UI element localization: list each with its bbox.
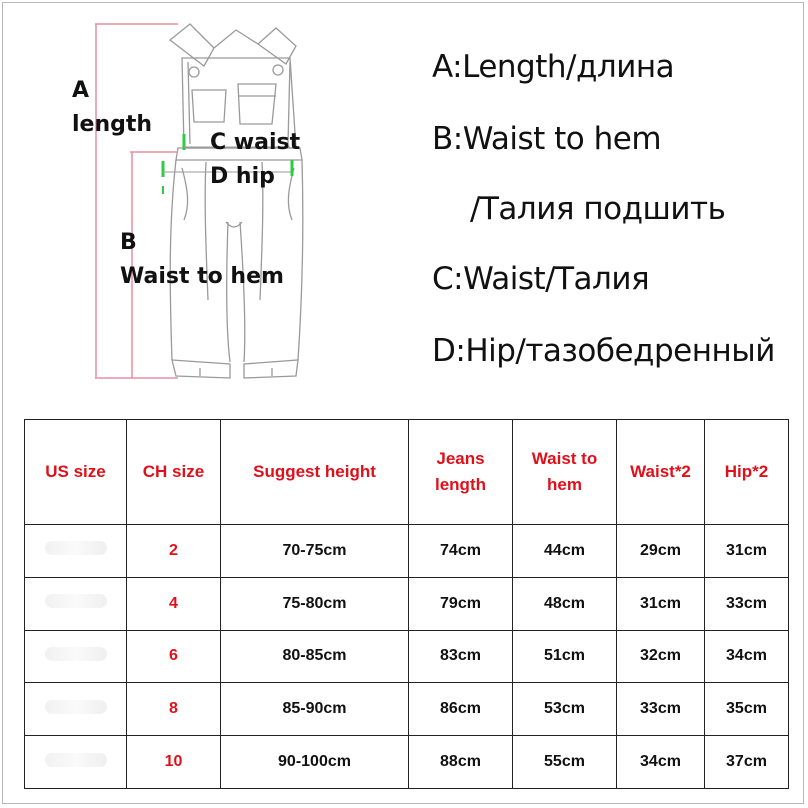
table-row <box>25 683 789 736</box>
cell-height: 80-85cm <box>221 630 409 683</box>
cell-hip: 33cm <box>705 577 789 630</box>
cell-height: 70-75cm <box>221 525 409 578</box>
legend-d: D:Hip/тазобедренный <box>432 333 775 369</box>
header-ch-size: CH size <box>127 420 221 525</box>
cell-ch-size: 6 <box>127 630 221 683</box>
cell-length: 88cm <box>409 736 513 789</box>
header-hip: Hip*2 <box>705 420 789 525</box>
table-header-row <box>25 420 789 525</box>
cell-waist: 33cm <box>617 683 705 736</box>
cell-hip: 34cm <box>705 630 789 683</box>
cell-length: 79cm <box>409 577 513 630</box>
cell-height: 90-100cm <box>221 736 409 789</box>
cell-us-size <box>25 630 127 683</box>
cell-waist-to-hem: 55cm <box>513 736 617 789</box>
cell-waist: 32cm <box>617 630 705 683</box>
header-waist: Waist*2 <box>617 420 705 525</box>
label-a-letter: A <box>72 78 90 103</box>
header-us-size: US size <box>25 420 127 525</box>
cell-hip: 35cm <box>705 683 789 736</box>
cell-ch-size: 10 <box>127 736 221 789</box>
header-waist-to-hem: Waist to hem <box>513 420 617 525</box>
cell-waist: 31cm <box>617 577 705 630</box>
header-suggest-height: Suggest height <box>221 420 409 525</box>
label-a-word: length <box>72 112 153 137</box>
cell-waist-to-hem: 48cm <box>513 577 617 630</box>
cell-us-size <box>25 736 127 789</box>
cell-waist-to-hem: 51cm <box>513 630 617 683</box>
cell-waist: 29cm <box>617 525 705 578</box>
legend-a: A:Length/длина <box>432 49 675 85</box>
legend-c: C:Waist/Талия <box>432 261 650 297</box>
cell-length: 74cm <box>409 525 513 578</box>
table-row <box>25 577 789 630</box>
size-chart-table <box>24 419 789 789</box>
cell-ch-size: 8 <box>127 683 221 736</box>
cell-waist-to-hem: 44cm <box>513 525 617 578</box>
cell-height: 75-80cm <box>221 577 409 630</box>
header-jeans-length: Jeans length <box>409 420 513 525</box>
cell-us-size <box>25 683 127 736</box>
label-c-waist: C waist <box>210 130 301 155</box>
cell-hip: 31cm <box>705 525 789 578</box>
legend-b: B:Waist to hem <box>432 121 662 157</box>
label-d-hip: D hip <box>210 164 275 189</box>
cell-waist: 34cm <box>617 736 705 789</box>
cell-waist-to-hem: 53cm <box>513 683 617 736</box>
table-row <box>25 630 789 683</box>
label-b-word: Waist to hem <box>120 264 284 289</box>
cell-ch-size: 4 <box>127 577 221 630</box>
cell-length: 83cm <box>409 630 513 683</box>
cell-us-size <box>25 577 127 630</box>
cell-length: 86cm <box>409 683 513 736</box>
measure-a-line <box>95 24 178 378</box>
label-b-letter: B <box>120 230 137 255</box>
cell-ch-size: 2 <box>127 525 221 578</box>
cell-height: 85-90cm <box>221 683 409 736</box>
table-row <box>25 736 789 789</box>
legend-b-ru: /Талия подшить <box>470 191 726 227</box>
cell-us-size <box>25 525 127 578</box>
cell-hip: 37cm <box>705 736 789 789</box>
overalls-outline <box>170 24 303 378</box>
table-row <box>25 525 789 578</box>
